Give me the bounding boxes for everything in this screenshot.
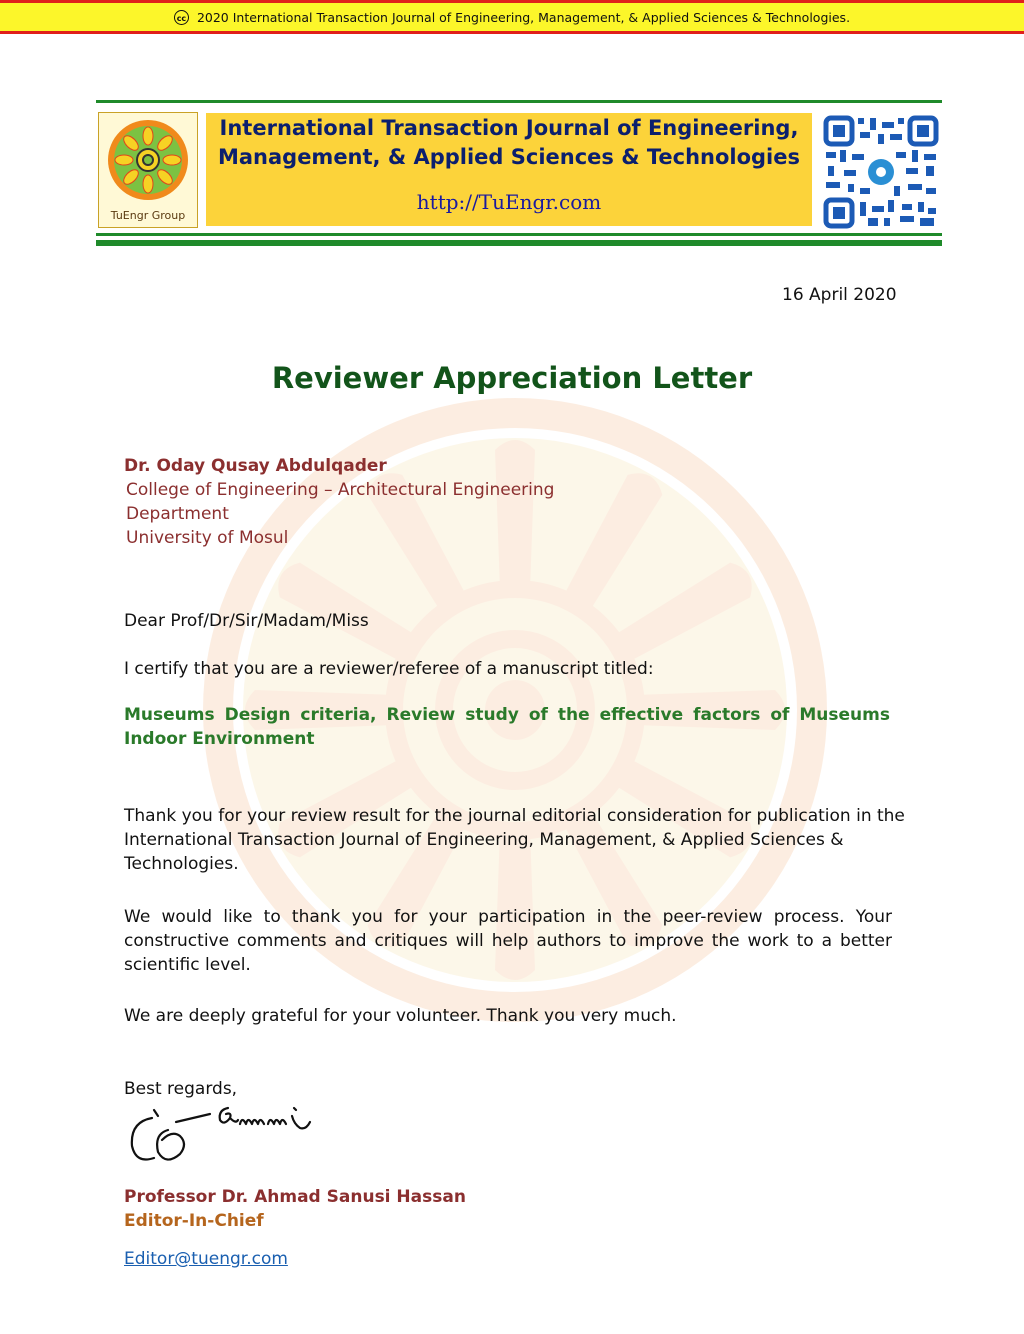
journal-title: [206, 114, 812, 172]
dharma-wheel-logo-icon: [99, 113, 197, 209]
header-top-rule: [96, 100, 942, 103]
logo-caption: TuEngr Group: [110, 209, 186, 222]
recipient-university: University of Mosul: [126, 528, 289, 548]
editor-email-link[interactable]: Editor@tuengr.com: [124, 1249, 288, 1269]
journal-title-line2: Management, & Applied Sciences & Technologies: [217, 145, 801, 169]
paragraph-peer-review: We would like to thank you for your participation in the peer-review process. Your constructive comments and critiques will help authors to improve the work to a better scientific level.: [124, 907, 892, 975]
letter-date: 16 April 2020: [782, 285, 897, 305]
recipient-name: Dr. Oday Qusay Abdulqader: [124, 456, 387, 476]
certify-statement: I certify that you are a reviewer/referee of a manuscript titled:: [124, 659, 654, 679]
top-copyright-banner: [0, 0, 1024, 34]
paragraph-gratitude: We are deeply grateful for your volunteer. Thank you very much.: [124, 1006, 677, 1026]
signer-name: Professor Dr. Ahmad Sanusi Hassan: [124, 1187, 466, 1207]
qr-code-icon: [822, 114, 940, 230]
salutation: Dear Prof/Dr/Sir/Madam/Miss: [124, 611, 369, 631]
creative-commons-icon: cc: [174, 10, 189, 25]
letter-title: Reviewer Appreciation Letter: [271, 361, 753, 395]
manuscript-title: Museums Design criteria, Review study of the effective factors of Museums Indoor Environment: [124, 705, 890, 749]
handwritten-signature: [124, 1100, 324, 1172]
recipient-affiliation-line2: Department: [126, 504, 229, 524]
journal-url[interactable]: http://TuEngr.com: [416, 190, 602, 214]
closing: Best regards,: [124, 1079, 238, 1099]
paragraph-thank-you: Thank you for your review result for the journal editorial consideration for publication in the International Transaction Journal of Engineering, Management, & Applied Sciences & Technologies.: [124, 806, 905, 874]
header-bottom-rule-thick: [96, 240, 942, 246]
signer-title: Editor-In-Chief: [124, 1211, 264, 1231]
journal-title-line1: International Transaction Journal of Engineering,: [219, 116, 799, 140]
header-bottom-rule-thin: [96, 233, 942, 236]
banner-text: 2020 International Transaction Journal of Engineering, Management, & Applied Sciences & Technologies.: [196, 9, 851, 25]
recipient-affiliation-line1: College of Engineering – Architectural Engineering: [126, 480, 555, 500]
